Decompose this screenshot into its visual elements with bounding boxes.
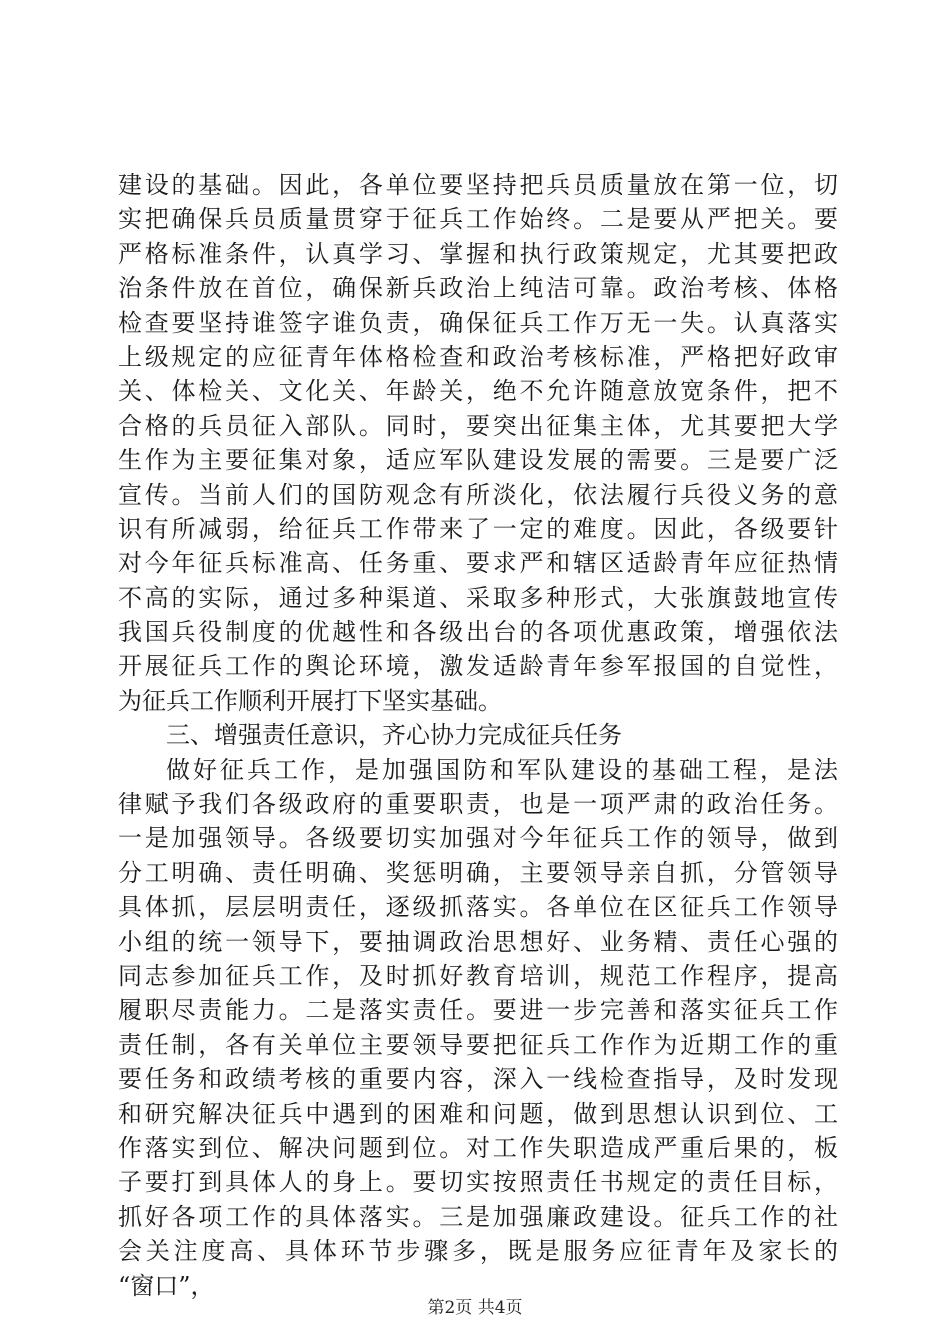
section-heading: 三、增强责任意识，齐心协力完成征兵任务 (166, 721, 622, 750)
body-line: 具体抓，层层明责任，逐级抓落实。各单位在区征兵工作领导 (118, 893, 838, 922)
document-body (118, 168, 838, 1303)
body-line: 识有所减弱，给征兵工作带来了一定的难度。因此，各级要针 (118, 514, 838, 543)
body-line: 严格标准条件，认真学习、掌握和执行政策规定，尤其要把政 (118, 239, 838, 268)
body-line: 实把确保兵员质量贯穿于征兵工作始终。二是要从严把关。要 (118, 205, 838, 234)
body-line: 不高的实际，通过多种渠道、采取多种形式，大张旗鼓地宣传 (118, 583, 838, 612)
body-line: 治条件放在首位，确保新兵政治上纯洁可靠。政治考核、体格 (118, 274, 838, 303)
body-line: 宣传。当前人们的国防观念有所淡化，依法履行兵役义务的意 (118, 480, 838, 509)
body-line: 分工明确、责任明确、奖惩明确，主要领导亲自抓，分管领导 (118, 858, 838, 887)
body-line: “窗口”， (118, 1271, 215, 1300)
body-line: 同志参加征兵工作，及时抓好教育培训，规范工作程序，提高 (118, 961, 838, 990)
body-line: 做好征兵工作，是加强国防和军队建设的基础工程，是法 (166, 755, 838, 784)
body-line: 检查要坚持谁签字谁负责，确保征兵工作万无一失。认真落实 (118, 308, 838, 337)
body-line: 要任务和政绩考核的重要内容，深入一线检查指导，及时发现 (118, 1065, 838, 1094)
page-footer: 第2页 共4页 (427, 1298, 523, 1318)
body-line: 我国兵役制度的优越性和各级出台的各项优惠政策，增强依法 (118, 618, 838, 647)
body-line: 关、体检关、文化关、年龄关，绝不允许随意放宽条件，把不 (118, 377, 838, 406)
body-line: 子要打到具体人的身上。要切实按照责任书规定的责任目标， (118, 1168, 838, 1197)
body-line: 和研究解决征兵中遇到的困难和问题，做到思想认识到位、工 (118, 1099, 838, 1128)
body-line: 抓好各项工作的具体落实。三是加强廉政建设。征兵工作的社 (118, 1202, 838, 1231)
body-line: 建设的基础。因此，各单位要坚持把兵员质量放在第一位，切 (118, 171, 838, 199)
body-line: 上级规定的应征青年体格检查和政治考核标准，严格把好政审 (118, 342, 838, 371)
body-line: 律赋予我们各级政府的重要职责，也是一项严肃的政治任务。 (118, 790, 838, 819)
body-line: 合格的兵员征入部队。同时，要突出征集主体，尤其要把大学 (118, 411, 838, 440)
body-line: 履职尽责能力。二是落实责任。要进一步完善和落实征兵工作 (118, 996, 838, 1025)
body-line: 为征兵工作顺利开展打下坚实基础。 (118, 686, 502, 715)
body-line: 对今年征兵标准高、任务重、要求严和辖区适龄青年应征热情 (118, 549, 838, 578)
body-line: 会关注度高、具体环节步骤多，既是服务应征青年及家长的 (118, 1237, 838, 1266)
body-line: 小组的统一领导下，要抽调政治思想好、业务精、责任心强的 (118, 927, 838, 956)
body-line: 一是加强领导。各级要切实加强对今年征兵工作的领导，做到 (118, 824, 838, 853)
body-line: 作落实到位、解决问题到位。对工作失职造成严重后果的，板 (118, 1133, 838, 1162)
body-line: 责任制，各有关单位主要领导要把征兵工作作为近期工作的重 (118, 1030, 838, 1059)
body-line: 生作为主要征集对象，适应军队建设发展的需要。三是要广泛 (118, 446, 838, 475)
body-line: 开展征兵工作的舆论环境，激发适龄青年参军报国的自觉性， (118, 652, 838, 681)
